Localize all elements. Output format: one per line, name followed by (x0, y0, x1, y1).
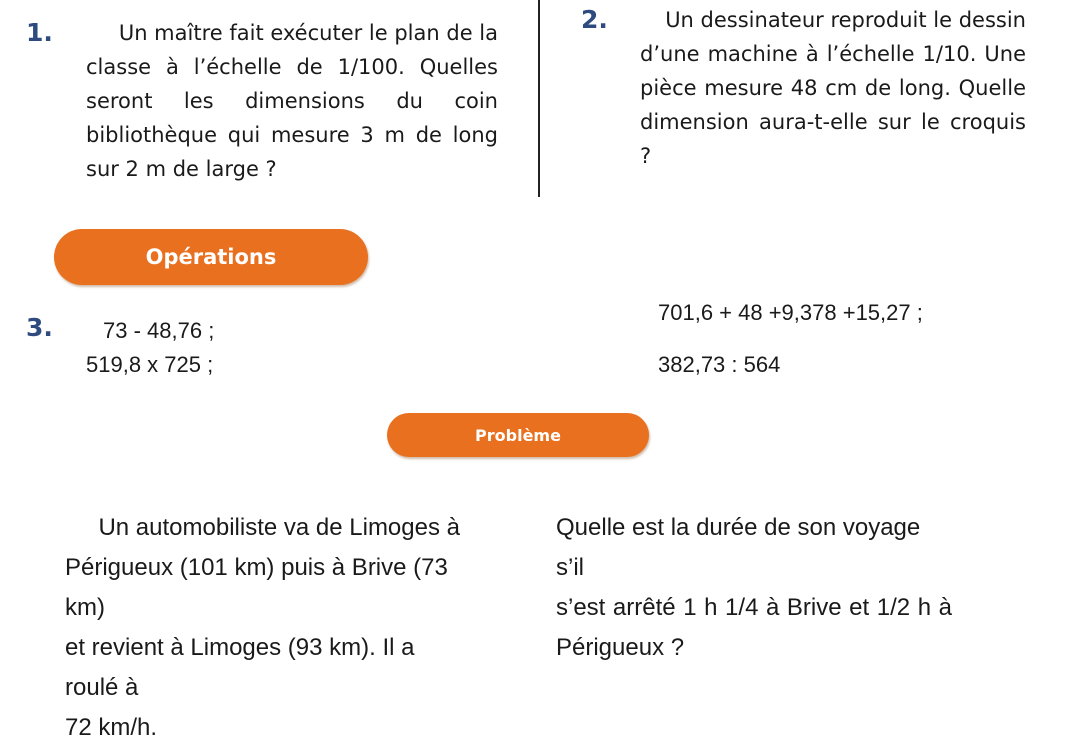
operation-4: 382,73 : 564 (658, 352, 781, 377)
operation-3: 701,6 + 48 +9,378 +15,27 ; (658, 300, 923, 325)
operations-banner-label: Opérations (145, 245, 277, 269)
operations-banner (54, 229, 368, 285)
probleme-banner (387, 413, 649, 457)
problem-line: 72 km/h. (65, 714, 158, 741)
exercise-1-text (86, 16, 498, 186)
exercise-1-line: Un maître fait exécuter le plan de la (118, 21, 498, 45)
probleme-banner-label: Problème (475, 425, 561, 445)
problem-line: s’est arrêté 1 h 1/4 à Brive et 1/2 h à (556, 594, 952, 621)
exercise-2-number: 2. (581, 5, 608, 34)
exercise-1-line: seront les dimensions du coin (86, 89, 498, 113)
exercise-2-line: dimension aura-t-elle sur le croquis ? (640, 110, 1026, 168)
column-divider (538, 0, 540, 197)
operation-1: 73 - 48,76 ; (103, 318, 215, 343)
exercise-2-text (640, 3, 1026, 173)
problem-line: Quelle est la durée de son voyage s’il (556, 514, 921, 581)
exercise-1-line: classe à l’échelle de 1/100. Quelles (86, 55, 498, 79)
exercise-1-line: bibliothèque qui mesure 3 m de long (86, 123, 498, 147)
exercise-2-line: Un dessinateur reproduit le dessin (665, 8, 1026, 32)
exercise-1-number: 1. (26, 18, 53, 47)
problem-line: Périgueux ? (556, 634, 685, 661)
exercise-2-line: d’une machine à l’échelle 1/10. Une (640, 42, 1026, 66)
problem-line: et revient à Limoges (93 km). Il a roulé à (65, 634, 415, 701)
operation-2: 519,8 x 725 ; (86, 352, 214, 377)
problem-line: Périgueux (101 km) puis à Brive (73 km) (65, 554, 448, 621)
problem-text-right (556, 508, 952, 668)
problem-text-left (65, 508, 460, 748)
exercise-3-number: 3. (26, 313, 53, 342)
problem-line: Un automobiliste va de Limoges à (98, 514, 460, 541)
exercise-1-line: sur 2 m de large ? (86, 157, 277, 181)
exercise-2-line: pièce mesure 48 cm de long. Quelle (640, 76, 1026, 100)
